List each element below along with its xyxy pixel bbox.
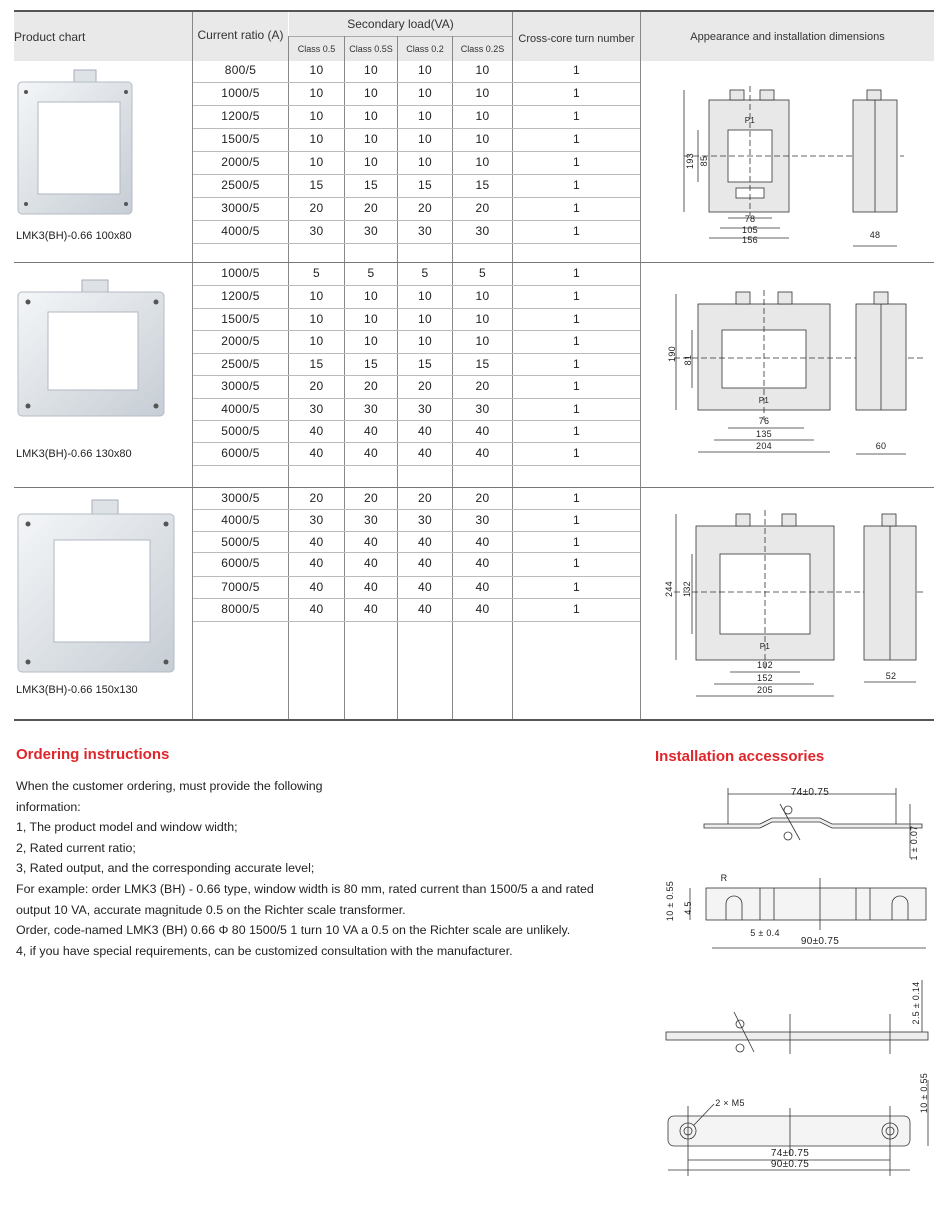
cell-class-02: 15 — [418, 357, 432, 371]
accessories-drawings — [660, 780, 940, 1180]
cell-turns: 1 — [573, 424, 580, 438]
cell-ratio: 6000/5 — [221, 446, 260, 460]
acc4-spacing: 74±0.75 — [770, 1148, 810, 1159]
dim-d1: 102 — [757, 660, 773, 670]
cell-class-02: 10 — [418, 334, 432, 348]
cell-class-05s: 10 — [364, 334, 378, 348]
cell-turns: 1 — [573, 132, 580, 146]
cell-class-05s: 20 — [364, 379, 378, 393]
cell-class-02: 15 — [418, 178, 432, 192]
cell-class-02s: 40 — [475, 535, 490, 549]
cell-class-05s: 10 — [364, 312, 378, 326]
header-class-02s: Class 0.2S — [460, 44, 505, 54]
cell-class-02: 10 — [418, 109, 432, 123]
cell-turns: 1 — [573, 379, 580, 393]
cell-turns: 1 — [573, 155, 580, 169]
col-line — [640, 12, 641, 719]
dim-height: 193 — [685, 153, 695, 169]
cell-class-05: 30 — [309, 224, 324, 238]
cell-turns: 1 — [573, 63, 580, 77]
cell-ratio: 3000/5 — [221, 491, 260, 505]
cell-class-02s: 20 — [475, 201, 490, 215]
header-product-chart: Product chart — [14, 29, 86, 44]
cell-class-02: 40 — [418, 602, 432, 616]
cell-class-05: 30 — [309, 513, 324, 527]
acc1-length: 74±0.75 — [790, 787, 830, 798]
cell-class-02: 5 — [421, 266, 429, 280]
row-line — [193, 465, 640, 466]
cell-turns: 1 — [573, 312, 580, 326]
cell-class-02s: 10 — [475, 63, 490, 77]
cell-class-05: 40 — [309, 535, 324, 549]
acc4-length: 90±0.75 — [770, 1159, 810, 1170]
header-divider — [289, 36, 512, 37]
cell-class-05s: 10 — [364, 155, 378, 169]
dim-d1: 78 — [744, 214, 756, 224]
cell-class-05: 30 — [309, 402, 324, 416]
cell-class-05s: 20 — [364, 491, 378, 505]
cell-class-05s: 10 — [364, 132, 378, 146]
cell-class-02s: 30 — [475, 402, 490, 416]
cell-ratio: 4000/5 — [221, 513, 260, 527]
cell-class-02s: 10 — [475, 109, 490, 123]
dim-depth: 52 — [885, 671, 897, 681]
cell-class-02s: 40 — [475, 424, 490, 438]
cell-class-02s: 40 — [475, 580, 490, 594]
cell-ratio: 2500/5 — [221, 178, 260, 192]
cell-class-02: 20 — [418, 201, 432, 215]
dim-window: 132 — [682, 581, 692, 597]
cell-class-05s: 30 — [364, 402, 378, 416]
cell-class-02s: 15 — [475, 178, 490, 192]
acc2-length: 90±0.75 — [800, 936, 840, 947]
acc2-radius: R — [720, 873, 728, 883]
cell-class-05: 20 — [309, 491, 324, 505]
cell-turns: 1 — [573, 224, 580, 238]
acc2-slot: 4.5 — [683, 901, 693, 915]
cell-ratio: 1500/5 — [221, 312, 260, 326]
cell-class-02s: 5 — [479, 266, 486, 280]
cell-class-02s: 40 — [475, 446, 490, 460]
acc1-thickness: 1 ± 0.07 — [909, 825, 919, 861]
cell-turns: 1 — [573, 402, 580, 416]
cell-class-02s: 15 — [475, 357, 490, 371]
cell-class-05s: 15 — [364, 357, 378, 371]
cell-class-05: 15 — [309, 178, 324, 192]
dim-width: 205 — [757, 685, 773, 695]
acc4-height: 10 ± 0.55 — [919, 1072, 929, 1114]
cell-class-05: 10 — [309, 312, 324, 326]
cell-class-05s: 20 — [364, 201, 378, 215]
product-photo-130x80 — [16, 278, 168, 420]
cell-turns: 1 — [573, 446, 580, 460]
dim-depth: 48 — [869, 230, 881, 240]
cell-ratio: 3000/5 — [221, 201, 260, 215]
cell-class-02: 40 — [418, 446, 432, 460]
cell-class-05: 20 — [309, 379, 324, 393]
cell-class-02: 30 — [418, 513, 432, 527]
header-class-02: Class 0.2 — [406, 44, 444, 54]
dim-width: 204 — [756, 441, 772, 451]
row-line — [193, 243, 640, 244]
dim-window: 81 — [683, 354, 693, 366]
header-secondary-load: Secondary load(VA) — [347, 17, 454, 31]
ordering-line: output 10 VA, accurate magnitude 0.5 on the Richter scale transformer. — [16, 902, 406, 917]
dim-d2: 135 — [756, 429, 772, 439]
model-label: LMK3(BH)-0.66 130x80 — [16, 448, 132, 460]
cell-class-05s: 40 — [364, 424, 378, 438]
ordering-title: Ordering instructions — [16, 746, 170, 763]
cell-class-02s: 20 — [475, 491, 490, 505]
cell-class-02: 20 — [418, 491, 432, 505]
cell-class-05s: 30 — [364, 224, 378, 238]
header-cross-core: Cross-core turn number — [518, 32, 635, 45]
cell-turns: 1 — [573, 491, 580, 505]
cell-class-05: 10 — [309, 63, 324, 77]
cell-class-02: 20 — [418, 379, 432, 393]
cell-class-02: 30 — [418, 402, 432, 416]
cell-turns: 1 — [573, 535, 580, 549]
ordering-line: 1, The product model and window width; — [16, 820, 238, 835]
cell-turns: 1 — [573, 556, 580, 570]
cell-class-05: 40 — [309, 556, 324, 570]
cell-class-02s: 30 — [475, 513, 490, 527]
cell-class-02: 40 — [418, 580, 432, 594]
cell-ratio: 8000/5 — [221, 602, 260, 616]
cell-class-02: 10 — [418, 86, 432, 100]
cell-class-02: 10 — [418, 132, 432, 146]
cell-class-02: 10 — [418, 312, 432, 326]
cell-class-05s: 40 — [364, 580, 378, 594]
cell-class-05s: 40 — [364, 556, 378, 570]
cell-ratio: 4000/5 — [221, 224, 260, 238]
acc4-holes: 2 × M5 — [715, 1098, 745, 1108]
product-photo-100x80 — [16, 68, 136, 216]
cell-class-02s: 10 — [475, 86, 490, 100]
model-label: LMK3(BH)-0.66 100x80 — [16, 230, 132, 242]
cell-ratio: 1000/5 — [221, 266, 260, 280]
cell-class-02s: 10 — [475, 312, 490, 326]
cell-class-05s: 30 — [364, 513, 378, 527]
cell-class-05s: 10 — [364, 289, 378, 303]
cell-turns: 1 — [573, 178, 580, 192]
cell-class-02: 40 — [418, 424, 432, 438]
cell-class-05s: 10 — [364, 109, 378, 123]
cell-class-02: 30 — [418, 224, 432, 238]
dim-terminal: P1 — [758, 396, 770, 405]
cell-class-02s: 10 — [475, 289, 490, 303]
dim-depth: 60 — [875, 441, 887, 451]
cell-class-02: 10 — [418, 289, 432, 303]
cell-class-05s: 40 — [364, 602, 378, 616]
ordering-line: For example: order LMK3 (BH) - 0.66 type, window width is 80 mm, rated current than 1500/5 a and rated — [16, 881, 594, 896]
cell-class-05s: 15 — [364, 178, 378, 192]
cell-turns: 1 — [573, 334, 580, 348]
cell-turns: 1 — [573, 580, 580, 594]
cell-class-02s: 40 — [475, 602, 490, 616]
header-appearance: Appearance and installation dimensions — [690, 30, 885, 43]
cell-ratio: 4000/5 — [221, 402, 260, 416]
cell-class-05: 40 — [309, 424, 324, 438]
cell-class-02: 40 — [418, 556, 432, 570]
dim-terminal: P1 — [744, 116, 756, 125]
cell-class-05: 10 — [309, 132, 324, 146]
cell-class-05: 40 — [309, 446, 324, 460]
cell-class-05s: 40 — [364, 535, 378, 549]
cell-class-02s: 40 — [475, 556, 490, 570]
dim-terminal: P1 — [759, 642, 771, 651]
cell-class-02s: 10 — [475, 132, 490, 146]
cell-class-02: 10 — [418, 155, 432, 169]
cell-class-05: 10 — [309, 334, 324, 348]
ordering-line: 3, Rated output, and the corresponding accurate level; — [16, 861, 315, 876]
cell-class-05s: 40 — [364, 446, 378, 460]
cell-class-05: 10 — [309, 289, 324, 303]
ordering-line: When the customer ordering, must provide the following — [16, 779, 323, 793]
accessories-title: Installation accessories — [655, 748, 825, 765]
dim-d1: 76 — [758, 416, 770, 426]
ordering-line: information: — [16, 799, 81, 814]
cell-turns: 1 — [573, 602, 580, 616]
acc2-slot-width: 5 ± 0.4 — [750, 928, 780, 938]
cell-class-02: 10 — [418, 63, 432, 77]
cell-turns: 1 — [573, 109, 580, 123]
ordering-line: 4, if you have special requirements, can be customized consultation with the manufacturer. — [16, 943, 513, 958]
table-bottom-border — [14, 719, 934, 721]
cell-ratio: 6000/5 — [221, 556, 260, 570]
cell-ratio: 5000/5 — [221, 535, 260, 549]
cell-class-02s: 10 — [475, 334, 490, 348]
acc2-height: 10 ± 0.55 — [665, 880, 675, 922]
cell-class-02s: 30 — [475, 224, 490, 238]
cell-turns: 1 — [573, 513, 580, 527]
cell-ratio: 1000/5 — [221, 86, 260, 100]
acc3-thickness: 2.5 ± 0.14 — [911, 981, 921, 1025]
cell-class-05: 10 — [309, 109, 324, 123]
cell-class-05: 40 — [309, 602, 324, 616]
row-line — [193, 621, 640, 622]
cell-class-05: 5 — [313, 266, 320, 280]
ordering-text — [16, 776, 636, 961]
cell-ratio: 2000/5 — [221, 334, 260, 348]
cell-ratio: 7000/5 — [221, 580, 260, 594]
cell-class-05: 10 — [309, 155, 324, 169]
cell-ratio: 800/5 — [224, 63, 257, 77]
cell-class-02s: 20 — [475, 379, 490, 393]
dim-height: 244 — [664, 581, 674, 597]
cell-class-05: 20 — [309, 201, 324, 215]
product-photo-150x130 — [16, 498, 178, 674]
cell-class-02: 40 — [418, 535, 432, 549]
cell-turns: 1 — [573, 289, 580, 303]
cell-turns: 1 — [573, 266, 580, 280]
cell-ratio: 1200/5 — [221, 109, 260, 123]
dim-window: 85 — [699, 155, 709, 167]
cell-turns: 1 — [573, 357, 580, 371]
ordering-line: Order, code-named LMK3 (BH) 0.66 Φ 80 1500/5 1 turn 10 VA a 0.5 on the Richter scale are unlikely. — [16, 923, 571, 938]
dim-width: 156 — [742, 235, 758, 245]
header-class-05: Class 0.5 — [297, 44, 336, 54]
header-class-05s: Class 0.5S — [349, 44, 393, 54]
cell-class-05: 15 — [309, 357, 324, 371]
cell-ratio: 5000/5 — [221, 424, 260, 438]
dim-height: 190 — [667, 346, 677, 362]
cell-class-02s: 10 — [475, 155, 490, 169]
cell-class-05s: 10 — [364, 63, 378, 77]
cell-ratio: 2500/5 — [221, 357, 260, 371]
cell-ratio: 3000/5 — [221, 379, 260, 393]
ordering-line: 2, Rated current ratio; — [16, 840, 136, 855]
dim-d2: 152 — [757, 673, 773, 683]
cell-turns: 1 — [573, 201, 580, 215]
cell-ratio: 1500/5 — [221, 132, 260, 146]
cell-ratio: 2000/5 — [221, 155, 260, 169]
cell-class-05s: 5 — [367, 266, 375, 280]
cell-class-05: 40 — [309, 580, 324, 594]
cell-class-05s: 10 — [364, 86, 378, 100]
cell-class-05: 10 — [309, 86, 324, 100]
model-label: LMK3(BH)-0.66 150x130 — [16, 684, 138, 696]
header-current-ratio: Current ratio (A) — [197, 27, 284, 42]
cell-ratio: 1200/5 — [221, 289, 260, 303]
dim-d2: 105 — [742, 225, 758, 235]
cell-turns: 1 — [573, 86, 580, 100]
